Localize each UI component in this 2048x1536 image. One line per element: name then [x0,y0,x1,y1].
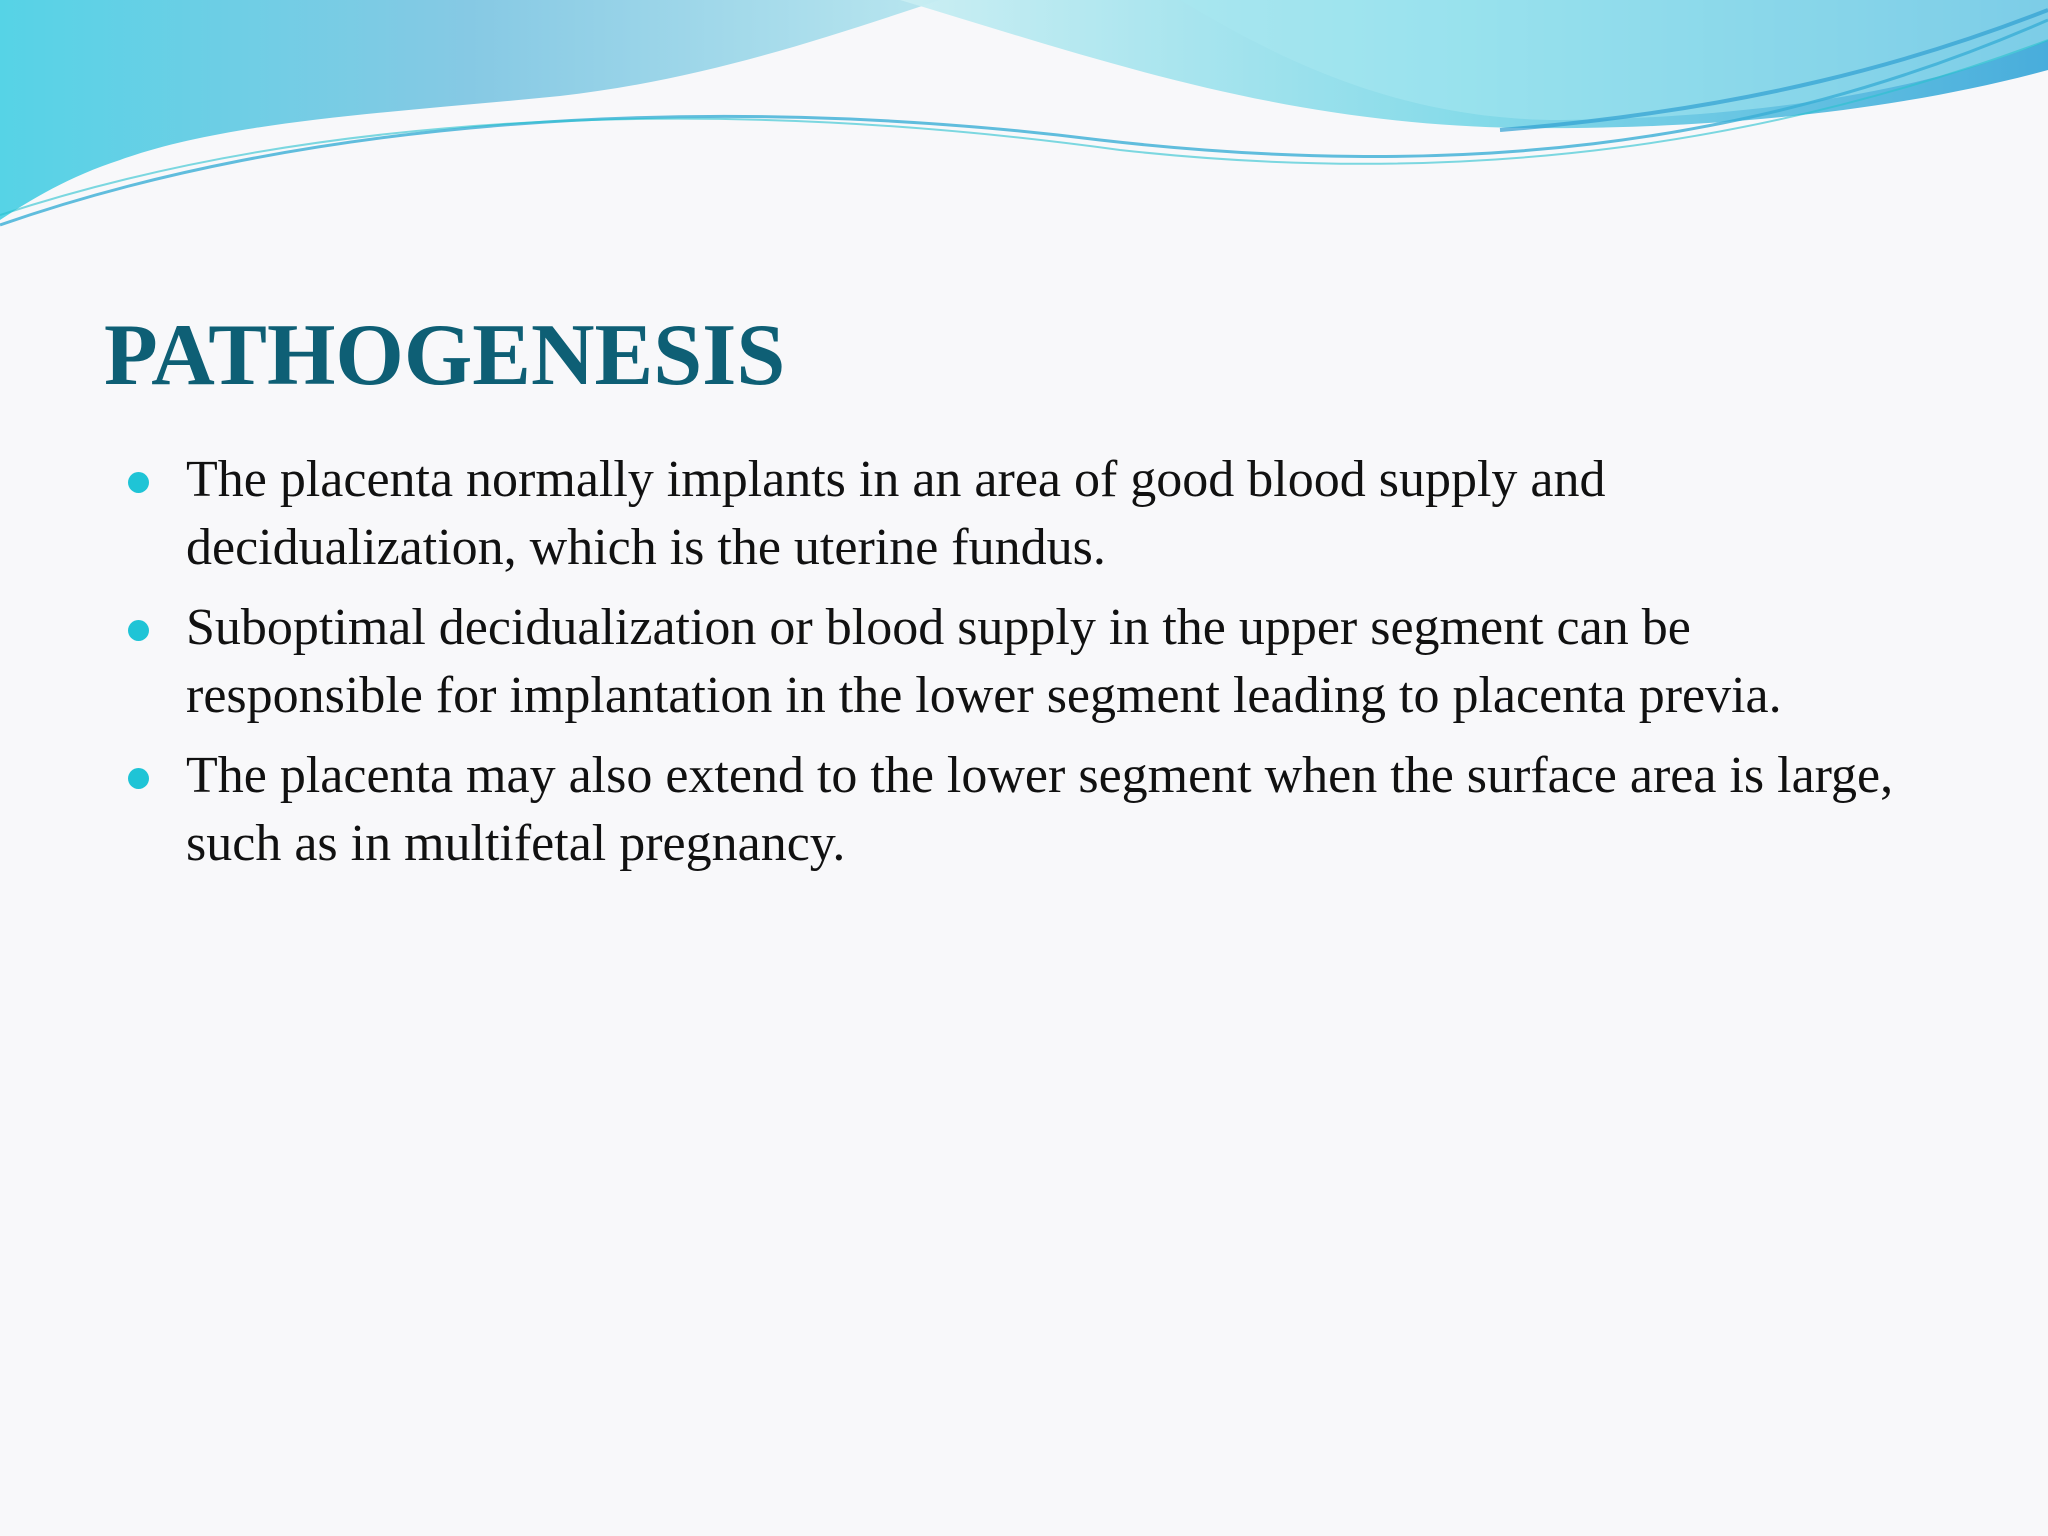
bullet-text: The placenta may also extend to the lower segment when the surface area is large, such as in multifetal pregnancy. [186,747,1894,872]
slide-title: PATHOGENESIS [104,307,786,404]
bullet-dot-icon [128,768,149,789]
bullet-item [128,594,1928,730]
bullet-dot-icon [128,472,149,493]
bullet-text: Suboptimal decidualization or blood supply in the upper segment can be responsible for implantation in the lower segment leading to placenta previa. [186,599,1782,724]
bullet-text: The placenta normally implants in an area of good blood supply and decidualization, which is the uterine fundus. [186,451,1606,576]
bullet-dot-icon [128,620,149,641]
bullet-list [128,446,1928,890]
bullet-item [128,446,1928,582]
bullet-item [128,742,1928,878]
wave-header-decoration [0,0,2048,250]
